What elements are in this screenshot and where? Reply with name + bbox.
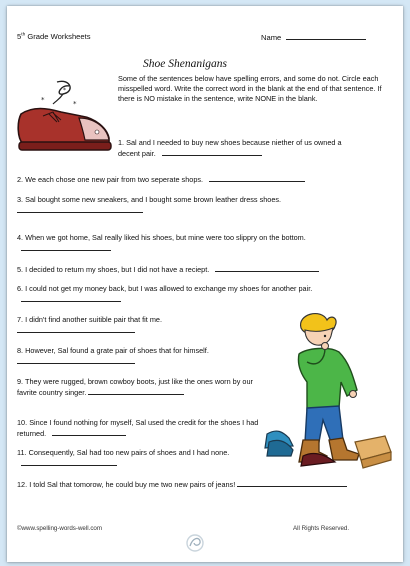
worksheet-page [7, 6, 403, 562]
question-4 [17, 233, 387, 255]
question-11 [17, 448, 269, 470]
question-number: 9. [17, 377, 24, 386]
question-text: I didn't find another suitible pair that fit me. [25, 315, 162, 324]
question-text: We each chose one new pair from two seperate shops. [25, 175, 204, 184]
answer-blank[interactable] [88, 387, 184, 395]
grade-number: 5 [17, 32, 22, 41]
name-field [261, 32, 366, 42]
svg-text:*: * [63, 87, 66, 94]
question-text: When we got home, Sal really liked his shoes, but mine were too slippry on the bottom. [25, 233, 306, 242]
question-number: 4. [17, 233, 24, 242]
answer-blank[interactable] [21, 294, 121, 302]
answer-blank[interactable] [215, 264, 319, 272]
question-text: I decided to return my shoes, but I did not have a reciept. [25, 265, 210, 274]
footer-rights: All Rights Reserved. [293, 525, 350, 532]
question-number: 10. [17, 418, 28, 427]
swirl-logo-icon [185, 533, 205, 553]
name-label: Name [261, 33, 282, 42]
question-number: 1. [118, 138, 125, 147]
question-number: 5. [17, 265, 24, 274]
question-number: 12. [17, 480, 28, 489]
cartoon-shoe-icon [13, 78, 115, 160]
worksheet-grade-label [17, 32, 91, 41]
answer-blank[interactable] [17, 205, 143, 213]
question-6 [17, 284, 392, 306]
question-5 [17, 264, 397, 275]
question-1 [118, 138, 358, 160]
question-text: I told Sal that tomorow, he could buy me two new pairs of jeans! [29, 480, 236, 489]
question-9 [17, 377, 257, 399]
question-8 [17, 346, 277, 368]
grade-ordinal: th [21, 32, 26, 38]
answer-blank[interactable] [21, 458, 117, 466]
name-blank[interactable] [286, 32, 366, 40]
question-number: 3. [17, 195, 24, 204]
question-text: Sal bought some new sneakers, and I bought some brown leather dress shoes. [25, 195, 282, 204]
cartoon-boy-icon [263, 310, 393, 470]
footer-website: ©www.spelling-words-well.com [17, 525, 103, 532]
svg-text:*: * [41, 96, 45, 104]
question-7 [17, 315, 277, 337]
question-text: I could not get my money back, but I was allowed to exchange my shoes for another pair. [25, 284, 313, 293]
question-text: Since I found nothing for myself, Sal used the credit for the shoes I had returned. [17, 418, 259, 439]
question-number: 11. [17, 448, 27, 457]
question-text: They were rugged, brown cowboy boots, just like the ones worn by our favrite country singer. [17, 377, 253, 398]
question-10 [17, 418, 277, 440]
question-2 [17, 174, 397, 185]
question-number: 6. [17, 284, 24, 293]
grade-text: Grade Worksheets [25, 32, 91, 41]
question-text: However, Sal found a grate pair of shoes that for himself. [25, 346, 209, 355]
question-text: Sal and I needed to buy new shoes because niether of us owned a decent pair. [118, 138, 342, 159]
question-text: Consequently, Sal had too new pairs of shoes and I had none. [28, 448, 230, 457]
question-12 [17, 479, 387, 490]
answer-blank[interactable] [52, 428, 126, 436]
question-number: 8. [17, 346, 24, 355]
answer-blank[interactable] [21, 243, 111, 251]
question-number: 2. [17, 175, 24, 184]
instructions-paragraph: Some of the sentences below have spelling errors, and some do not. Circle each misspelled word. Write the correct word in the blank at the end of that sentence. If there is NO mistake in the sentence, write NONE in the blank. [118, 74, 382, 103]
worksheet-title: Shoe Shenanigans [143, 58, 228, 70]
svg-text:*: * [73, 100, 77, 108]
answer-blank[interactable] [17, 325, 135, 333]
answer-blank[interactable] [17, 356, 135, 364]
question-3 [17, 195, 397, 217]
answer-blank[interactable] [209, 174, 305, 182]
answer-blank[interactable] [162, 148, 262, 156]
answer-blank[interactable] [237, 479, 347, 487]
question-number: 7. [17, 315, 24, 324]
